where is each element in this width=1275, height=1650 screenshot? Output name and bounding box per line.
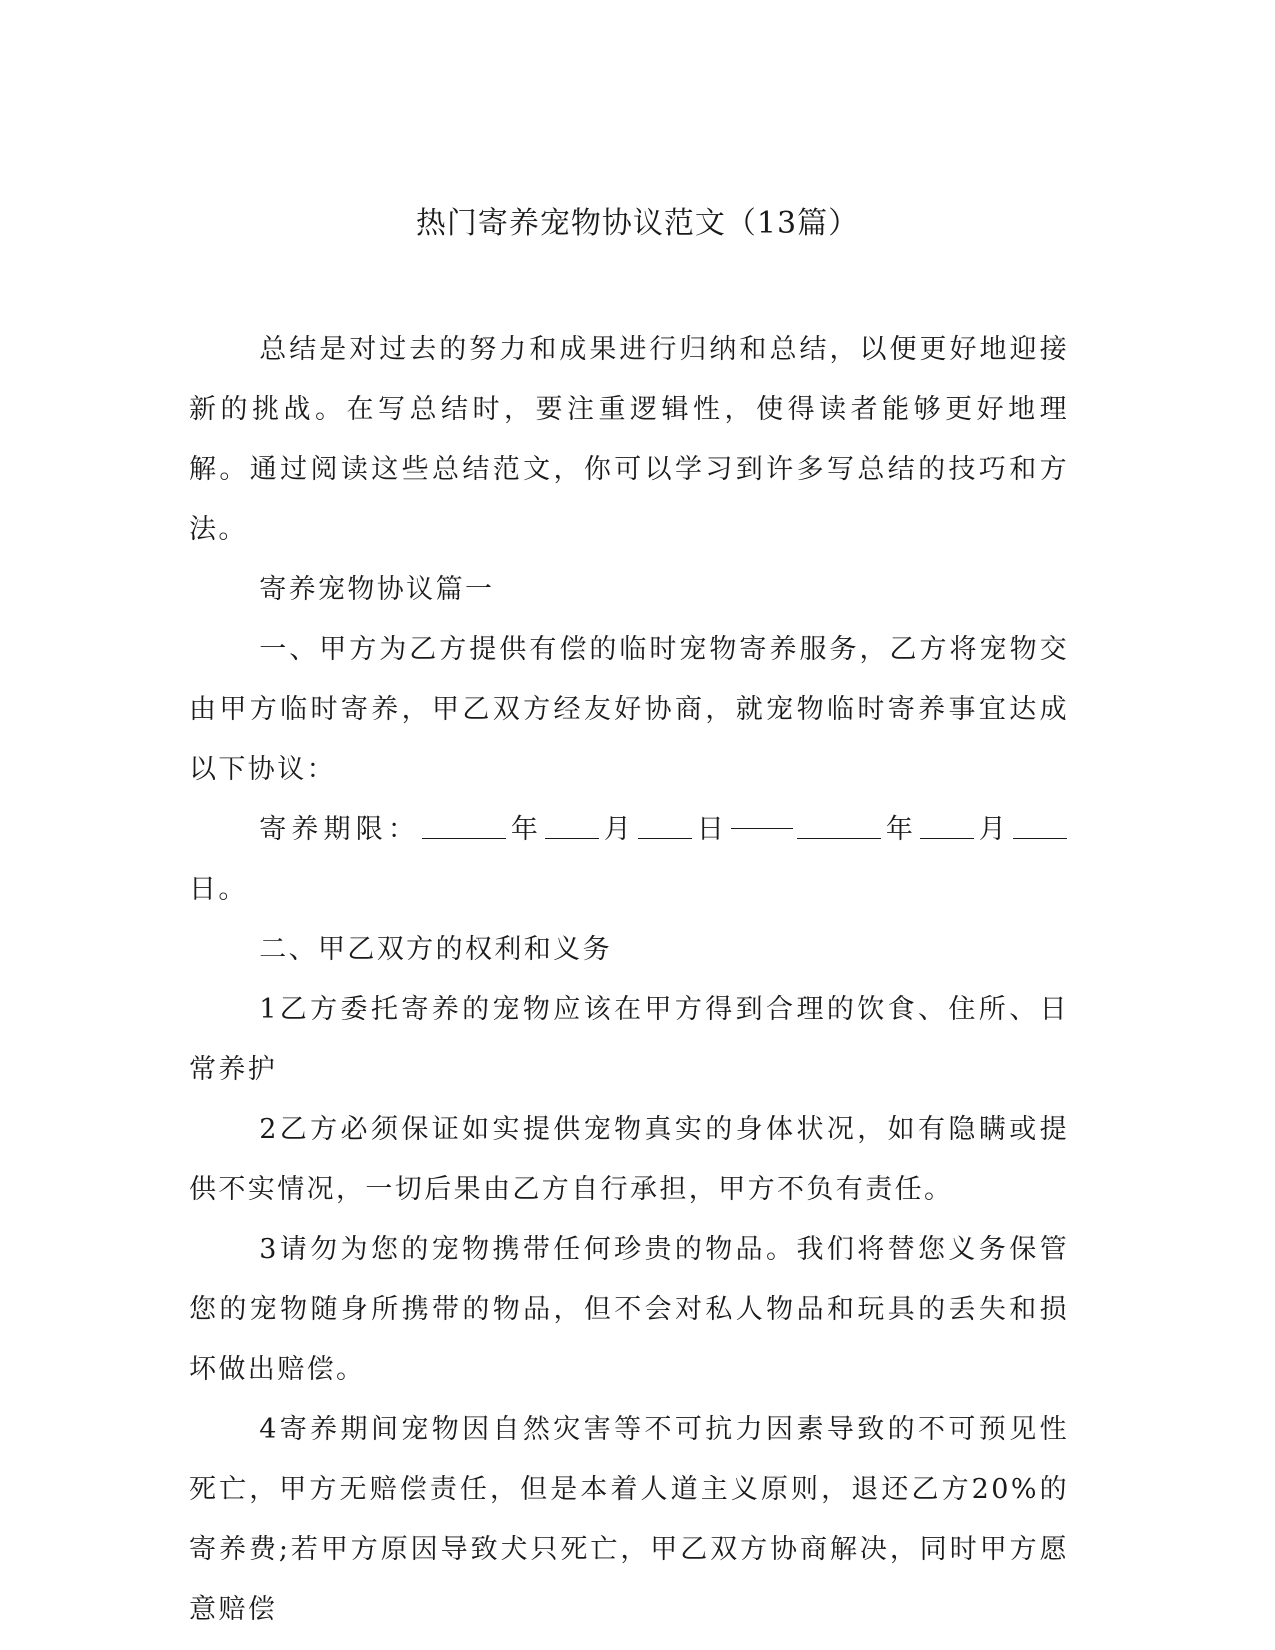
blank-end-day <box>1013 811 1067 839</box>
paragraph-item-1: 1乙方委托寄养的宠物应该在甲方得到合理的饮食、住所、日常养护 <box>189 994 1069 1085</box>
paragraph-item-2: 2乙方必须保证如实提供宠物真实的身体状况，如有隐瞒或提供不实情况，一切后果由乙方自行承担，甲方不负有责任。 <box>189 1114 1069 1205</box>
blank-start-year <box>422 811 506 839</box>
period-label: 寄养期限： <box>259 814 421 845</box>
year-label: 年 <box>508 814 544 845</box>
section-heading-2: 二、甲乙双方的权利和义务 <box>259 934 612 965</box>
blank-start-day <box>638 811 692 839</box>
paragraph-item-4: 4寄养期间宠物因自然灾害等不可抗力因素导致的不可预见性死亡，甲方无赔偿责任，但是本着人道主义原则，退还乙方20%的寄养费;若甲方原因导致犬只死亡，甲乙双方协商解决，同时甲方愿意赔偿 <box>189 1414 1069 1625</box>
period-line <box>189 800 1069 920</box>
blank-end-year <box>797 811 881 839</box>
paragraph-intro: 总结是对过去的努力和成果进行归纳和总结，以便更好地迎接新的挑战。在写总结时，要注重逻辑性，使得读者能够更好地理解。通过阅读这些总结范文，你可以学习到许多写总结的技巧和方法。 <box>189 334 1069 545</box>
month-label-2: 月 <box>976 814 1012 845</box>
year-label-2: 年 <box>883 814 919 845</box>
blank-start-month <box>545 811 599 839</box>
document-title: 热门寄养宠物协议范文（13篇） <box>415 206 860 241</box>
document-body <box>189 320 1069 1640</box>
blank-end-month <box>920 811 974 839</box>
month-label: 月 <box>601 814 637 845</box>
day-label: 日 <box>694 814 730 845</box>
paragraph-clause-1: 一、甲方为乙方提供有偿的临时宠物寄养服务，乙方将宠物交由甲方临时寄养，甲乙双方经友好协商，就宠物临时寄养事宜达成以下协议： <box>189 634 1069 785</box>
section-heading: 寄养宠物协议篇一 <box>259 574 495 605</box>
day-end-label: 日。 <box>189 874 248 905</box>
paragraph-item-3: 3请勿为您的宠物携带任何珍贵的物品。我们将替您义务保管您的宠物随身所携带的物品，但不会对私人物品和玩具的丢失和损坏做出赔偿。 <box>189 1234 1069 1385</box>
range-dash <box>731 828 793 829</box>
